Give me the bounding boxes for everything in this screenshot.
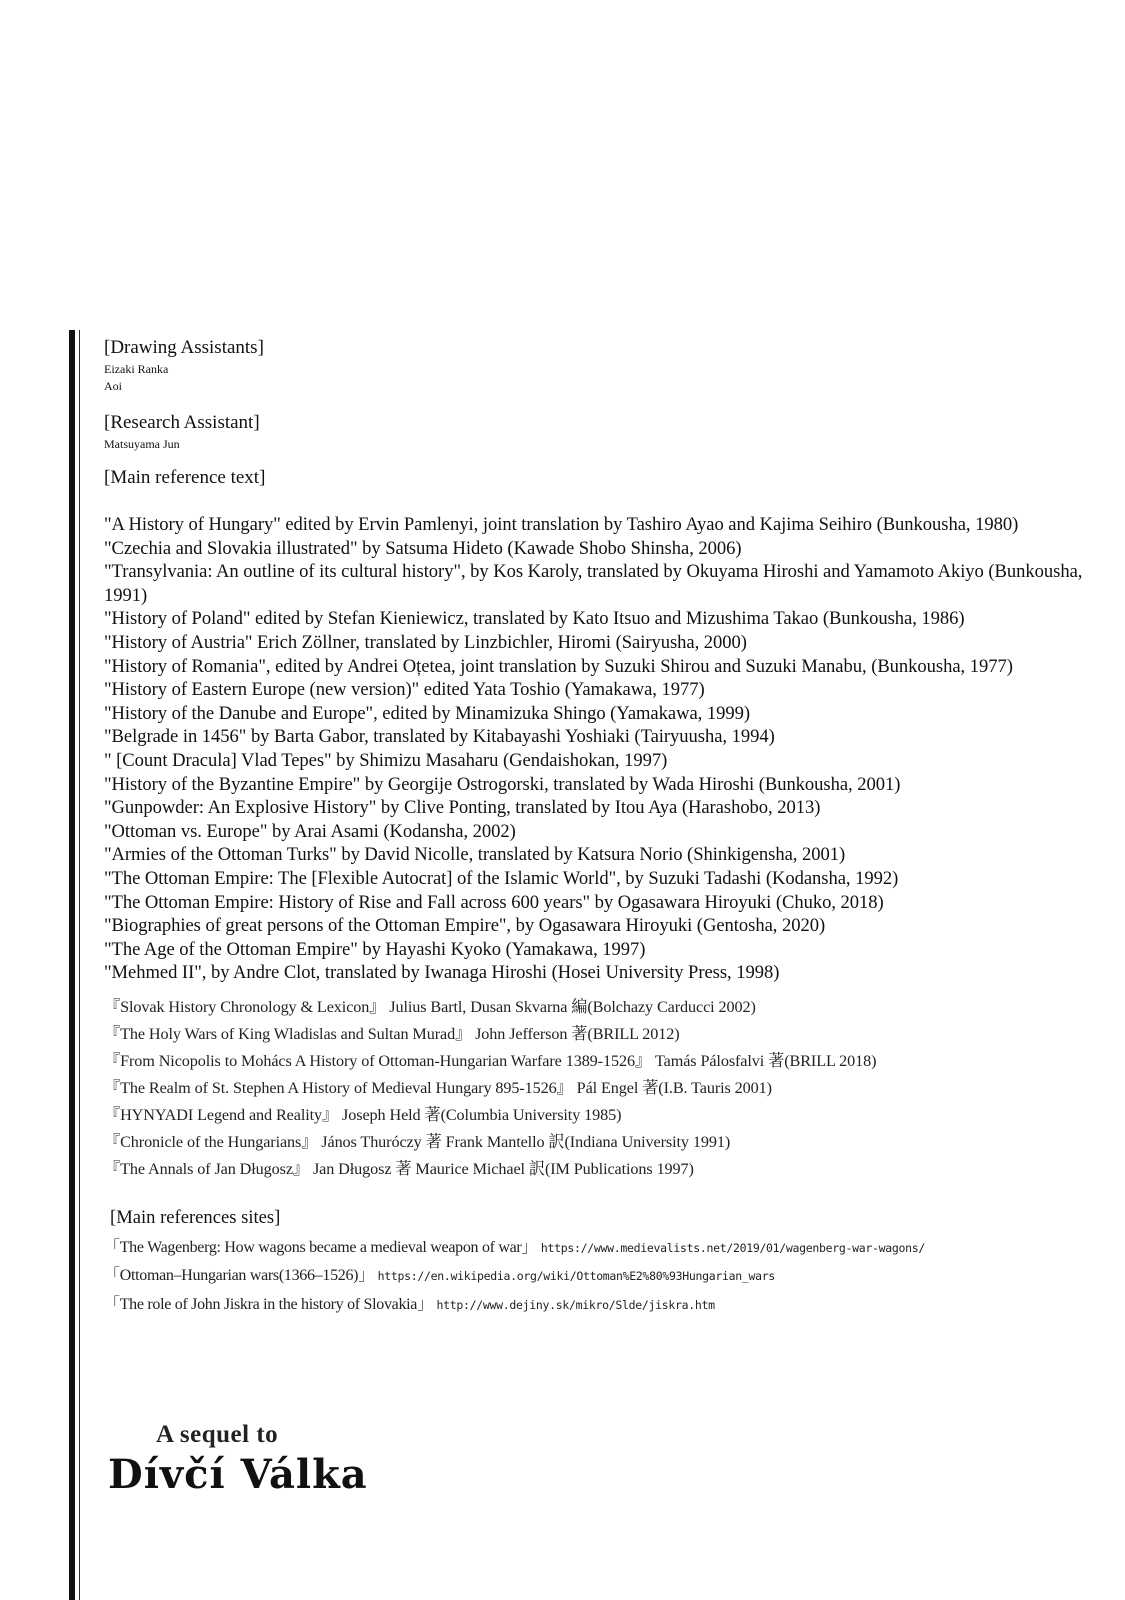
japanese-reference-item: 『From Nicopolis to Mohács A History of Ottoman-Hungarian Warfare 1389-1526』 Tamás Pálosfalvi 著(BRILL 2018): [104, 1051, 877, 1070]
japanese-reference-item: 『Chronicle of the Hungarians』 János Thuróczy 著 Frank Mantello 訳(Indiana University 1991): [104, 1132, 731, 1151]
reference-item: "History of the Byzantine Empire" by Georgije Ostrogorski, translated by Wada Hiroshi (Bunkousha, 2001): [104, 773, 901, 795]
japanese-reference-item: 『The Holy Wars of King Wladislas and Sultan Murad』 John Jefferson 著(BRILL 2012): [104, 1024, 680, 1043]
sequel-label: A sequel to: [156, 1421, 279, 1448]
site-item: [104, 1234, 1094, 1263]
reference-item: "Armies of the Ottoman Turks" by David Nicolle, translated by Katsura Norio (Shinkigensha, 2001): [104, 844, 846, 866]
assistant-name: Aoi: [104, 379, 122, 393]
reference-item: "Mehmed II", by Andre Clot, translated by Iwanaga Hiroshi (Hosei University Press, 1998): [104, 962, 780, 984]
japanese-reference-item: 『The Realm of St. Stephen A History of Medieval Hungary 895-1526』 Pál Engel 著(I.B. Tauris 2001): [104, 1078, 772, 1097]
reference-item: "The Ottoman Empire: The [Flexible Autocrat] of the Islamic World", by Suzuki Tadashi (Kodansha, 1992): [104, 867, 899, 889]
main-reference-text-section: [104, 467, 1094, 1183]
main-reference-text-heading: [Main reference text]: [104, 467, 266, 488]
japanese-reference-item: 『Slovak History Chronology & Lexicon』 Julius Bartl, Dusan Skvarna 編(Bolchazy Carducci 2002): [104, 997, 756, 1016]
site-title: 「The role of John Jiskra in the history of Slovakia」: [104, 1295, 433, 1313]
main-references-sites-section: [104, 1207, 1094, 1320]
credits-content: [104, 337, 1094, 1319]
reference-item: "History of Poland" edited by Stefan Kieniewicz, translated by Kato Itsuo and Mizushima Takao (Bunkousha, 1986): [104, 608, 965, 630]
reference-item: "Gunpowder: An Explosive History" by Clive Ponting, translated by Itou Aya (Harashobo, 2013): [104, 797, 821, 819]
reference-item: "Czechia and Slovakia illustrated" by Satsuma Hideto (Kawade Shobo Shinsha, 2006): [104, 537, 742, 559]
japanese-reference-item: 『The Annals of Jan Długosz』 Jan Długosz 著 Maurice Michael 訳(IM Publications 1997): [104, 1159, 694, 1178]
main-references-sites-heading: [Main references sites]: [110, 1206, 281, 1228]
drawing-assistants-section: [104, 337, 1094, 395]
binding-bar: [69, 330, 75, 1600]
research-assistant-heading: [Research Assistant]: [104, 412, 260, 433]
reference-item: "The Age of the Ottoman Empire" by Hayashi Kyoko (Yamakawa, 1997): [104, 938, 646, 960]
site-title: 「The Wagenberg: How wagons became a medieval weapon of war」: [104, 1238, 538, 1256]
japanese-reference-item: 『HYNYADI Legend and Reality』 Joseph Held 著(Columbia University 1985): [104, 1105, 622, 1124]
site-list: [104, 1234, 1094, 1320]
reference-item: "Biographies of great persons of the Ottoman Empire", by Ogasawara Hiroyuki (Gentosha, 2020): [104, 915, 826, 937]
site-url: http://www.dejiny.sk/mikro/Slde/jiskra.htm: [436, 1297, 715, 1312]
reference-item: "The Ottoman Empire: History of Rise and Fall across 600 years" by Ogasawara Hiroyuki (Chuko, 2018): [104, 891, 884, 913]
reference-item: "A History of Hungary" edited by Ervin Pamlenyi, joint translation by Tashiro Ayao and Kajima Seihiro (Bunkousha, 1980): [104, 514, 1019, 535]
drawing-assistants-heading: [Drawing Assistants]: [104, 337, 264, 358]
sequel-block: [108, 1420, 368, 1498]
reference-item: "History of the Danube and Europe", edited by Minamizuka Shingo (Yamakawa, 1999): [104, 702, 750, 724]
research-assistant-section: [104, 412, 1094, 453]
site-title: 「Ottoman–Hungarian wars(1366–1526)」: [104, 1267, 374, 1285]
reference-item: "History of Austria" Erich Zöllner, translated by Linzbichler, Hiromi (Sairyusha, 2000): [104, 631, 747, 653]
binding-line: [79, 330, 80, 1600]
assistant-name: Eizaki Ranka: [104, 362, 169, 376]
site-url: https://en.wikipedia.org/wiki/Ottoman%E2%80%93Hungarian_wars: [377, 1269, 776, 1284]
reference-item: "History of Eastern Europe (new version)" edited Yata Toshio (Yamakawa, 1977): [104, 679, 705, 701]
reference-item: "Transylvania: An outline of its cultural history", by Kos Karoly, translated by Okuyama Hiroshi and Yamamoto Akiyo (Bunkousha, 1991): [104, 561, 1083, 606]
reference-list: [104, 513, 1094, 985]
reference-item: "History of Romania", edited by Andrei Oțetea, joint translation by Suzuki Shirou and Suzuki Manabu, (Bunkousha, 1977): [104, 655, 1013, 677]
reference-item: "Belgrade in 1456" by Barta Gabor, translated by Kitabayashi Yoshiaki (Tairyuusha, 1994): [104, 726, 775, 748]
sequel-title: Dívčí Válka: [108, 1451, 368, 1498]
site-item: [104, 1291, 1094, 1320]
reference-item: "Ottoman vs. Europe" by Arai Asami (Kodansha, 2002): [104, 820, 516, 842]
site-item: [104, 1262, 1094, 1291]
site-url: https://www.medievalists.net/2019/01/wagenberg-war-wagons/: [540, 1240, 926, 1255]
reference-item: " [Count Dracula] Vlad Tepes" by Shimizu Masaharu (Gendaishokan, 1997): [104, 749, 668, 771]
assistant-name: Matsuyama Jun: [104, 437, 180, 451]
japanese-reference-list: [104, 994, 1094, 1183]
